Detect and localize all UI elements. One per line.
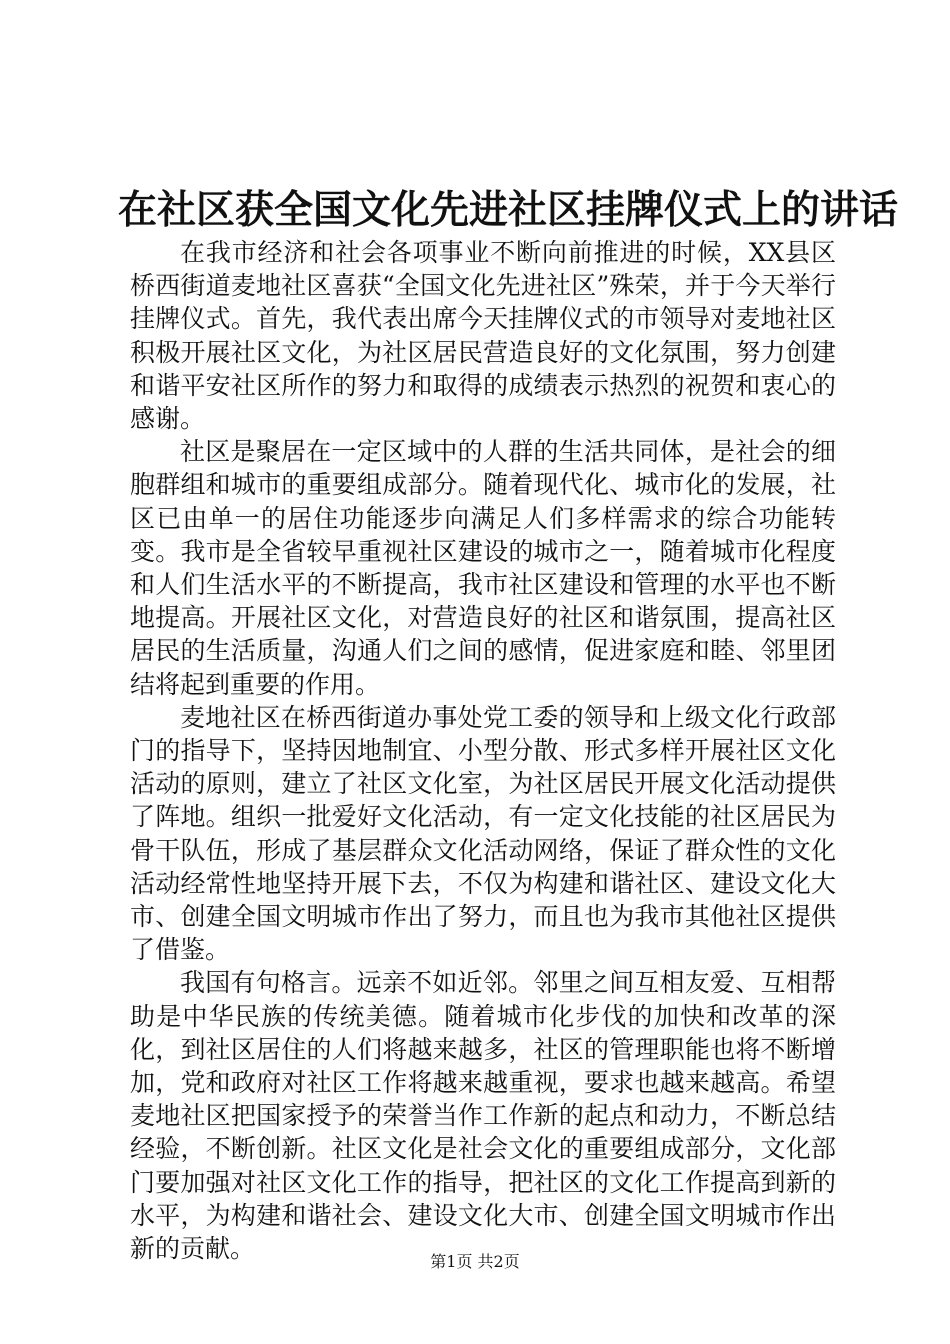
paragraph-1: 在我市经济和社会各项事业不断向前推进的时候，XX县区桥西街道麦地社区喜获“全国文化先进社区”殊荣，并于今天举行挂牌仪式。首先，我代表出席今天挂牌仪式的市领导对麦地社区积极开展社区文化，为社区居民营造良好的文化氛围，努力创建和谐平安社区所作的努力和取得的成绩表示热烈的祝贺和衷心的感谢。 bbox=[130, 238, 836, 434]
page-footer: 第1页 共2页 bbox=[430, 1252, 520, 1271]
document-title: 在社区获全国文化先进社区挂牌仪式上的讲话 bbox=[118, 187, 899, 233]
paragraph-2: 社区是聚居在一定区域中的人群的生活共同体，是社会的细胞群组和城市的重要组成部分。随着现代化、城市化的发展，社区已由单一的居住功能逐步向满足人们多样需求的综合功能转变。我市是全省较早重视社区建设的城市之一，随着城市化程度和人们生活水平的不断提高，我市社区建设和管理的水平也不断地提高。开展社区文化，对营造良好的社区和谐氛围，提高社区居民的生活质量，沟通人们之间的感情，促进家庭和睦、邻里团结将起到重要的作用。 bbox=[130, 437, 836, 699]
document-body bbox=[130, 236, 836, 1265]
paragraph-3: 麦地社区在桥西街道办事处党工委的领导和上级文化行政部门的指导下，坚持因地制宜、小型分散、形式多样开展社区文化活动的原则，建立了社区文化室，为社区居民开展文化活动提供了阵地。组织一批爱好文化活动，有一定文化技能的社区居民为骨干队伍，形成了基层群众文化活动网络，保证了群众性的文化活动经常性地坚持开展下去，不仅为构建和谐社区、建设文化大市、创建全国文明城市作出了努力，而且也为我市其他社区提供了借鉴。 bbox=[130, 702, 836, 965]
paragraph-4: 我国有句格言。远亲不如近邻。邻里之间互相友爱、互相帮助是中华民族的传统美德。随着城市化步伐的加快和改革的深化，到社区居住的人们将越来越多，社区的管理职能也将不断增加，党和政府对社区工作将越来越重视，要求也越来越高。希望麦地社区把国家授予的荣誉当作工作新的起点和动力，不断总结经验，不断创新。社区文化是社会文化的重要组成部分，文化部门要加强对社区文化工作的指导，把社区的文化工作提高到新的水平，为构建和谐社会、建设文化大市、创建全国文明城市作出新的贡献。 bbox=[130, 968, 836, 1264]
